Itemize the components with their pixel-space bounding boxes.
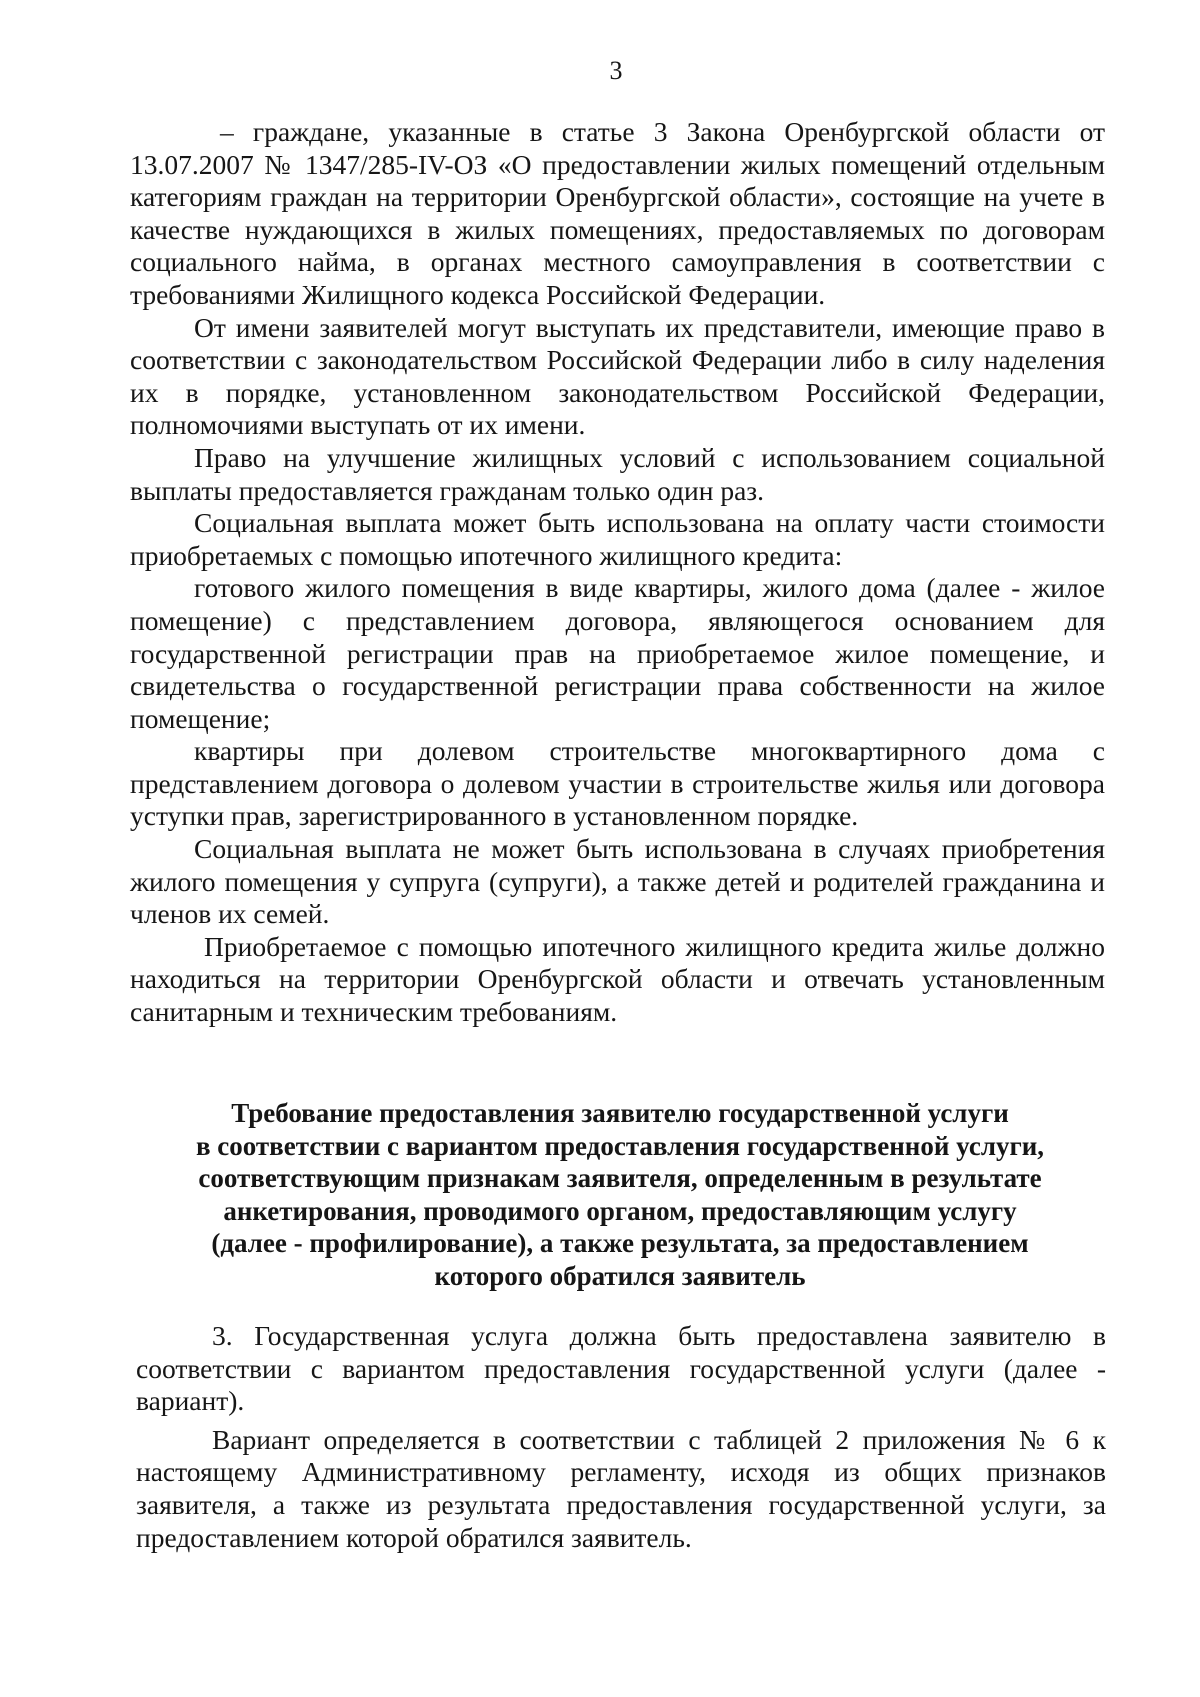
body-text-top [130,116,1105,1029]
paragraph-right-once: Право на улучшение жилищных условий с использованием социальной выплаты предоставляется гражданам только один раз. [130,441,1105,506]
heading-line: Требование предоставления заявителю государственной услуги [231,1098,1009,1128]
paragraph-shared-construction: квартиры при долевом строительстве многоквартирного дома с представлением договора о долевом участии в строительстве жилья или договора уступки прав, зарегистрированного в установленном порядке. [130,735,1105,832]
paragraph-payment-restrictions: Социальная выплата не может быть использована в случаях приобретения жилого помещения у супруга (супруги), а также детей и родителей гражданина и членов их семей. [130,833,1105,930]
paragraph-ready-housing: готового жилого помещения в виде квартиры, жилого дома (далее - жилое помещение) с представлением договора, являющегося основанием для государственной регистрации прав на приобретаемое жилое помещение, и свидетельства о государственной регистрации права собственности на жилое помещение; [130,572,1105,734]
paragraph-service-variant: 3. Государственная услуга должна быть предоставлена заявителю в соответствии с вариантом предоставления государственной услуги (далее - вариант). [136,1320,1106,1417]
paragraph-payment-use: Социальная выплата может быть использована на оплату части стоимости приобретаемых с помощью ипотечного жилищного кредита: [130,507,1105,571]
section-heading [150,1097,1090,1292]
heading-line: (далее - профилирование), а также результата, за предоставлением [211,1228,1029,1258]
body-text-bottom [136,1320,1106,1554]
page-number: 3 [609,56,623,85]
paragraph-variant-determination: Вариант определяется в соответствии с таблицей 2 приложения № 6 к настоящему Административному регламенту, исходя из общих признаков заявителя, а также из результата предоставления государственной услуги, за предоставлением которой обратился заявитель. [136,1423,1106,1553]
heading-line: которого обратился заявитель [434,1260,806,1291]
paragraph-housing-location: Приобретаемое с помощью ипотечного жилищного кредита жилье должно находиться на территории Оренбургской области и отвечать установленным санитарным и техническим требованиям. [130,930,1105,1028]
heading-line: в соответствии с вариантом предоставления государственной услуги, [195,1130,1045,1161]
heading-line: анкетирования, проводимого органом, предоставляющим услугу [223,1195,1017,1226]
heading-line: соответствующим признакам заявителя, определенным в результате [198,1163,1042,1193]
paragraph-representatives: От имени заявителей могут выступать их представители, имеющие право в соответствии с законодательством Российской Федерации либо в силу наделения их в порядке, установленном законодательством Российской Федерации, полномочиями выступать от их имени. [130,311,1105,441]
paragraph-citizens-category: – граждане, указанные в статье 3 Закона Оренбургской области от 13.07.2007 № 1347/285-IV-ОЗ «О предоставлении жилых помещений отдельным категориям граждан на территории Оренбургской области», состоящие на учете в качестве нуждающихся в жилых помещениях, предоставляемых по договорам социального найма, в органах местного самоуправления в соответствии с требованиями Жилищного кодекса Российской Федерации. [130,116,1105,310]
